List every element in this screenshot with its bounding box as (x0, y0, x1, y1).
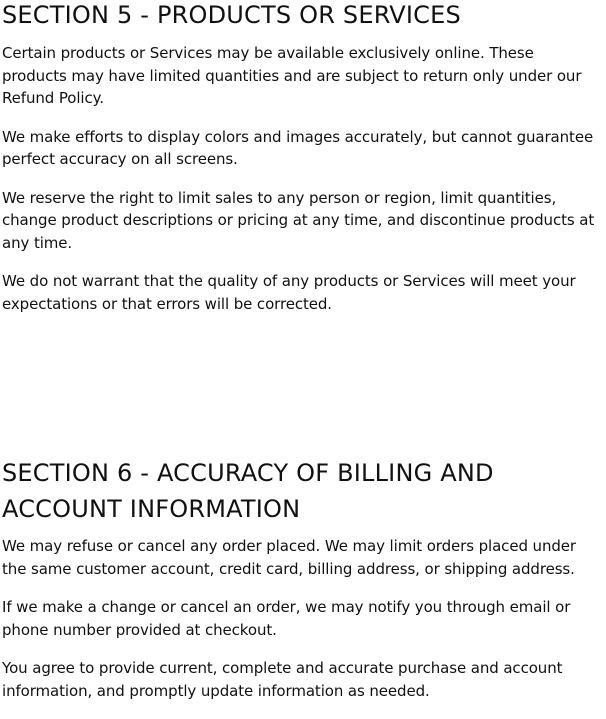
section-6-heading: SECTION 6 - ACCURACY OF BILLING AND ACCOUNT INFORMATION (2, 459, 494, 523)
section-6 (2, 455, 602, 702)
section-5-paragraph-4: We do not warrant that the quality of any products or Services will meet your expectations or that errors will be corrected. (2, 272, 576, 313)
section-6-paragraph-1: We may refuse or cancel any order placed. We may limit orders placed under the same customer account, credit card, billing address, or shipping address. (2, 537, 576, 578)
section-5-paragraph-3: We reserve the right to limit sales to any person or region, limit quantities, change product descriptions or pricing at any time, and discontinue products at any time. (2, 188, 595, 252)
section-6-paragraph-2: If we make a change or cancel an order, we may notify you through email or phone number provided at checkout. (2, 598, 571, 639)
section-5 (2, 0, 602, 315)
section-6-paragraph-3: You agree to provide current, complete and accurate purchase and account information, and promptly update information as needed. (2, 659, 563, 700)
section-5-paragraph-1: Certain products or Services may be available exclusively online. These products may have limited quantities and are subject to return only under our Refund Policy. (2, 44, 582, 107)
section-5-heading: SECTION 5 - PRODUCTS OR SERVICES (2, 1, 461, 29)
section-5-paragraph-2: We make efforts to display colors and images accurately, but cannot guarantee perfect accuracy on all screens. (2, 127, 594, 168)
